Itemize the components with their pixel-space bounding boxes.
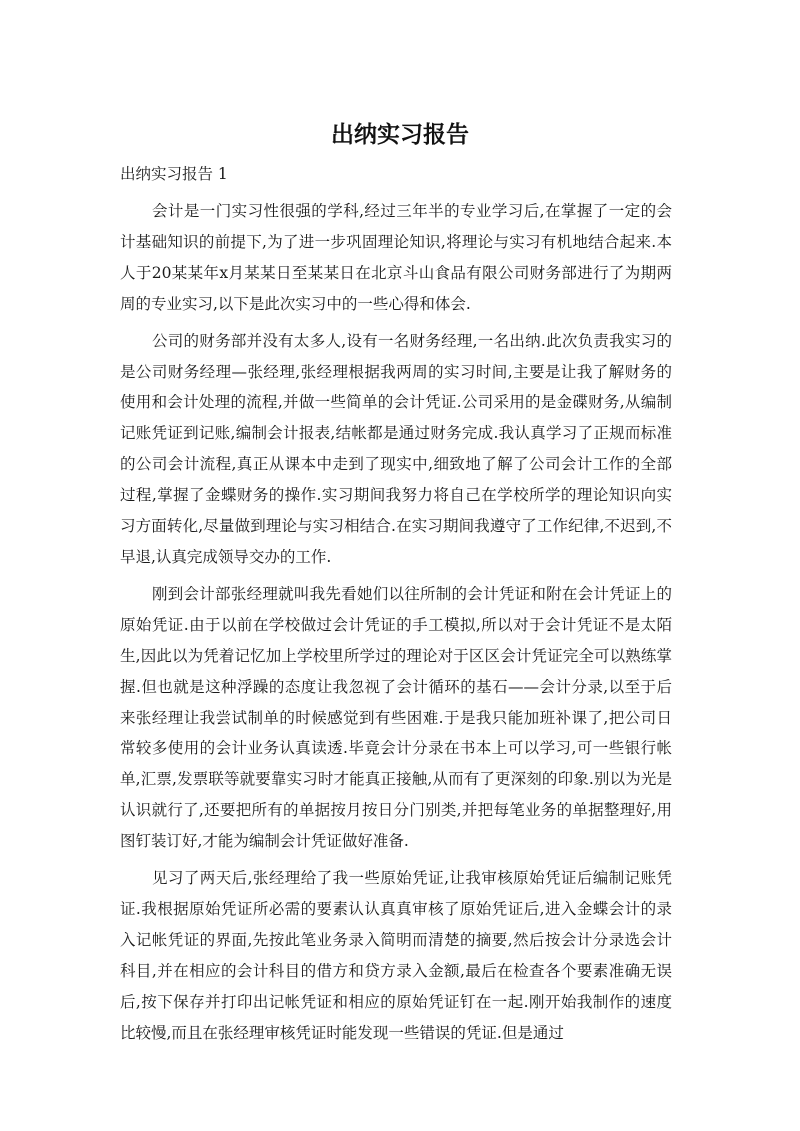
document-body (120, 196, 672, 1048)
paragraph-4: 见习了两天后,张经理给了我一些原始凭证,让我审核原始凭证后编制记账凭证.我根据原始凭证所必需的要素认认真真审核了原始凭证后,进入金蝶会计的录入记帐凭证的界面,先按此笔业务录入简明而清楚的摘要,然后按会计分录选会计科目,并在相应的会计科目的借方和贷方录入金额,最后在检查各个要素准确无误后,按下保存并打印出记帐凭证和相应的原始凭证钉在一起.刚开始我制作的速度比较慢,而且在张经理审核凭证时能发现一些错误的凭证.但是通过 (120, 869, 672, 1042)
paragraph-2: 公司的财务部并没有太多人,设有一名财务经理,一名出纳.此次负责我实习的是公司财务经理—张经理,张经理根据我两周的实习时间,主要是让我了解财务的使用和会计处理的流程,并做一些简单的会计凭证.公司采用的是金碟财务,从编制记账凭证到记账,编制会计报表,结帐都是通过财务完成.我认真学习了正规而标准的公司会计流程,真正从课本中走到了现实中,细致地了解了公司会计工作的全部过程,掌握了金蝶财务的操作.实习期间我努力将自己在学校所学的理论知识向实习方面转化,尽量做到理论与实习相结合.在实习期间我遵守了工作纪律,不迟到,不早退,认真完成领导交办的工作. (120, 331, 672, 566)
section-heading: 出纳实习报告 1 (120, 165, 228, 183)
document-title: 出纳实习报告 (331, 122, 469, 148)
paragraph-3: 刚到会计部张经理就叫我先看她们以往所制的会计凭证和附在会计凭证上的原始凭证.由于以前在学校做过会计凭证的手工模拟,所以对于会计凭证不是太陌生,因此以为凭着记忆加上学校里所学过的理论对于区区会计凭证完全可以熟练掌握.但也就是这种浮躁的态度让我忽视了会计循环的基石——会计分录,以至于后来张经理让我尝试制单的时候感觉到有些困难.于是我只能加班补课了,把公司日常较多使用的会计业务认真读透.毕竟会计分录在书本上可以学习,可一些银行帐单,汇票,发票联等就要靠实习时才能真正接触,从而有了更深刻的印象.别以为光是认识就行了,还要把所有的单据按月按日分门别类,并把每笔业务的单据整理好,用图钉装订好,才能为编制会计凭证做好准备. (120, 584, 672, 851)
paragraph-1: 会计是一门实习性很强的学科,经过三年半的专业学习后,在掌握了一定的会计基础知识的前提下,为了进一步巩固理论知识,将理论与实习有机地结合起来.本人于20某某年x月某某日至某某日在北京斗山食品有限公司财务部进行了为期两周的专业实习,以下是此次实习中的一些心得和体会. (120, 202, 672, 313)
